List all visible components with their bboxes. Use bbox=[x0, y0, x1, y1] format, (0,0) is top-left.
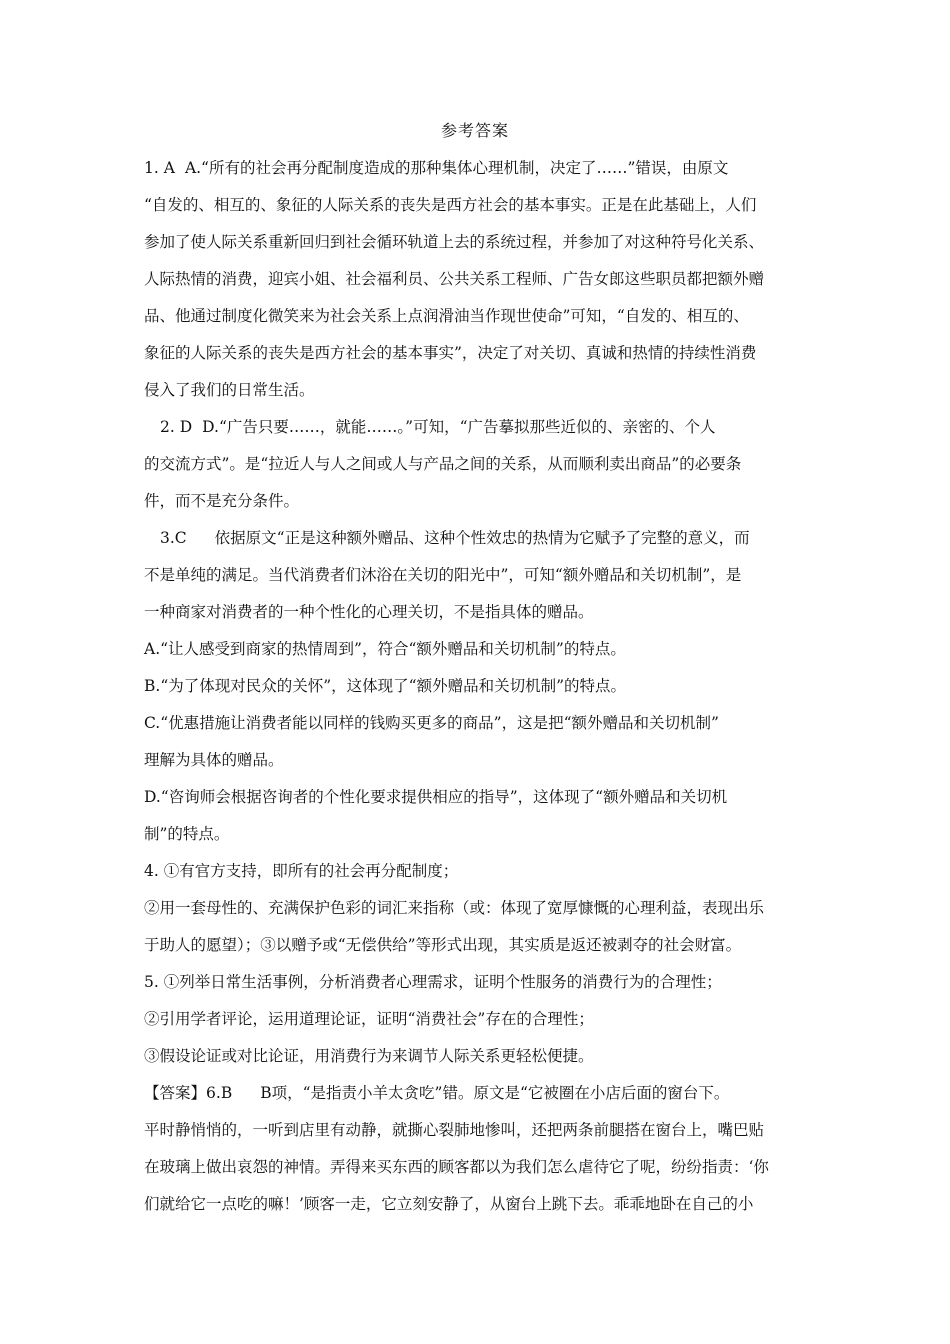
answer-content bbox=[144, 150, 814, 1223]
q3-option-b: B.“为了体现对民众的关怀”，这体现了“额外赠品和关切机制”的特点。 bbox=[144, 677, 627, 695]
q5-number: 5. bbox=[144, 973, 159, 991]
q4-line-1: 4. ①有官方支持，即所有的社会再分配制度； bbox=[144, 862, 459, 880]
q6-line-1: 【答案】6.B B项，“是指责小羊太贪吃”错。原文是“它被圈在小店后面的窗台下。 bbox=[144, 1084, 730, 1102]
q3-number: 3. bbox=[160, 529, 175, 547]
q2-answer: D bbox=[179, 418, 193, 436]
q1-number: 1. bbox=[144, 159, 159, 177]
q6-label: 【答案】 bbox=[144, 1084, 207, 1102]
q4-line-2: ②用一套母性的、充满保护色彩的词汇来指称（或：体现了宽厚慷慨的心理利益，表现出乐 bbox=[144, 899, 765, 917]
q6-answer: B bbox=[220, 1084, 233, 1102]
q3-line-2: 不是单纯的满足。当代消费者们沐浴在关切的阳光中”，可知“额外赠品和关切机制”，是 bbox=[144, 566, 742, 584]
q2-number: 2. bbox=[160, 418, 175, 436]
q1-line-7: 侵入了我们的日常生活。 bbox=[144, 381, 315, 399]
q1-line-6: 象征的人际关系的丧失是西方社会的基本事实”，决定了对关切、真诚和热情的持续性消费 bbox=[144, 344, 757, 362]
q3-option-d-cont: 制”的特点。 bbox=[144, 825, 230, 843]
page-title: 参考答案 bbox=[440, 121, 509, 140]
q6-line-4: 们就给它一点吃的嘛！’顾客一走，它立刻安静了，从窗台上跳下去。乖乖地卧在自己的小 bbox=[144, 1195, 754, 1213]
q3-line-1: 3.C 依据原文“正是这种额外赠品、这种个性效忠的热情为它赋予了完整的意义，而 bbox=[160, 529, 750, 547]
q5-line-2: ②引用学者评论，运用道理论证，证明“消费社会”存在的合理性； bbox=[144, 1010, 594, 1028]
q6-line-2: 平时静悄悄的，一听到店里有动静，就撕心裂肺地惨叫，还把两条前腿搭在窗台上，嘴巴贴 bbox=[144, 1121, 765, 1139]
q3-option-d: D.“咨询师会根据咨询者的个性化要求提供相应的指导”，这体现了“额外赠品和关切机 bbox=[144, 788, 728, 806]
q1-line-5: 品、他通过制度化微笑来为社会关系上点润滑油当作现世使命”可知，“自发的、相互的、 bbox=[144, 307, 749, 325]
q2-line-3: 件，而不是充分条件。 bbox=[144, 492, 300, 510]
q5-line-3: ③假设论证或对比论证，用消费行为来调节人际关系更轻松便捷。 bbox=[144, 1047, 594, 1065]
q1-line-2: “自发的、相互的、象征的人际关系的丧失是西方社会的基本事实。正是在此基础上，人们 bbox=[144, 196, 757, 214]
q3-line-3: 一种商家对消费者的一种个性化的心理关切，不是指具体的赠品。 bbox=[144, 603, 594, 621]
q3-option-c-cont: 理解为具体的赠品。 bbox=[144, 751, 284, 769]
q1-line-3: 参加了使人际关系重新回归到社会循环轨道上去的系统过程，并参加了对这种符号化关系、 bbox=[144, 233, 765, 251]
q2-line-2: 的交流方式”。是“拉近人与人之间或人与产品之间的关系，从而顺利卖出商品”的必要条 bbox=[144, 455, 742, 473]
q2-line-1: 2. D D.“广告只要……，就能……。”可知，“广告摹拟那些近似的、亲密的、个人 bbox=[160, 418, 716, 436]
q6-number: 6. bbox=[206, 1084, 221, 1102]
q6-line-3: 在玻璃上做出哀怨的神情。弄得来买东西的顾客都以为我们怎么虐待它了呢，纷纷指责：‘你 bbox=[144, 1158, 769, 1176]
q3-answer: C bbox=[174, 529, 187, 547]
q3-option-c: C.“优惠措施让消费者能以同样的钱购买更多的商品”，这是把“额外赠品和关切机制” bbox=[144, 714, 719, 732]
q1-answer: A bbox=[163, 159, 175, 177]
q4-number: 4. bbox=[144, 862, 159, 880]
q1-line-1: 1. A A.“所有的社会再分配制度造成的那种集体心理机制，决定了……”错误，由原文 bbox=[144, 159, 729, 177]
q4-line-3: 于助人的愿望）；③以赠予或“无偿供给”等形式出现，其实质是返还被剥夺的社会财富。 bbox=[144, 936, 742, 954]
q3-option-a: A.“让人感受到商家的热情周到”，符合“额外赠品和关切机制”的特点。 bbox=[144, 640, 626, 658]
q5-line-1: 5. ①列举日常生活事例，分析消费者心理需求，证明个性服务的消费行为的合理性； bbox=[144, 973, 722, 991]
q1-line-4: 人际热情的消费，迎宾小姐、社会福利员、公共关系工程师、广告女郎这些职员都把额外赠 bbox=[144, 270, 765, 288]
